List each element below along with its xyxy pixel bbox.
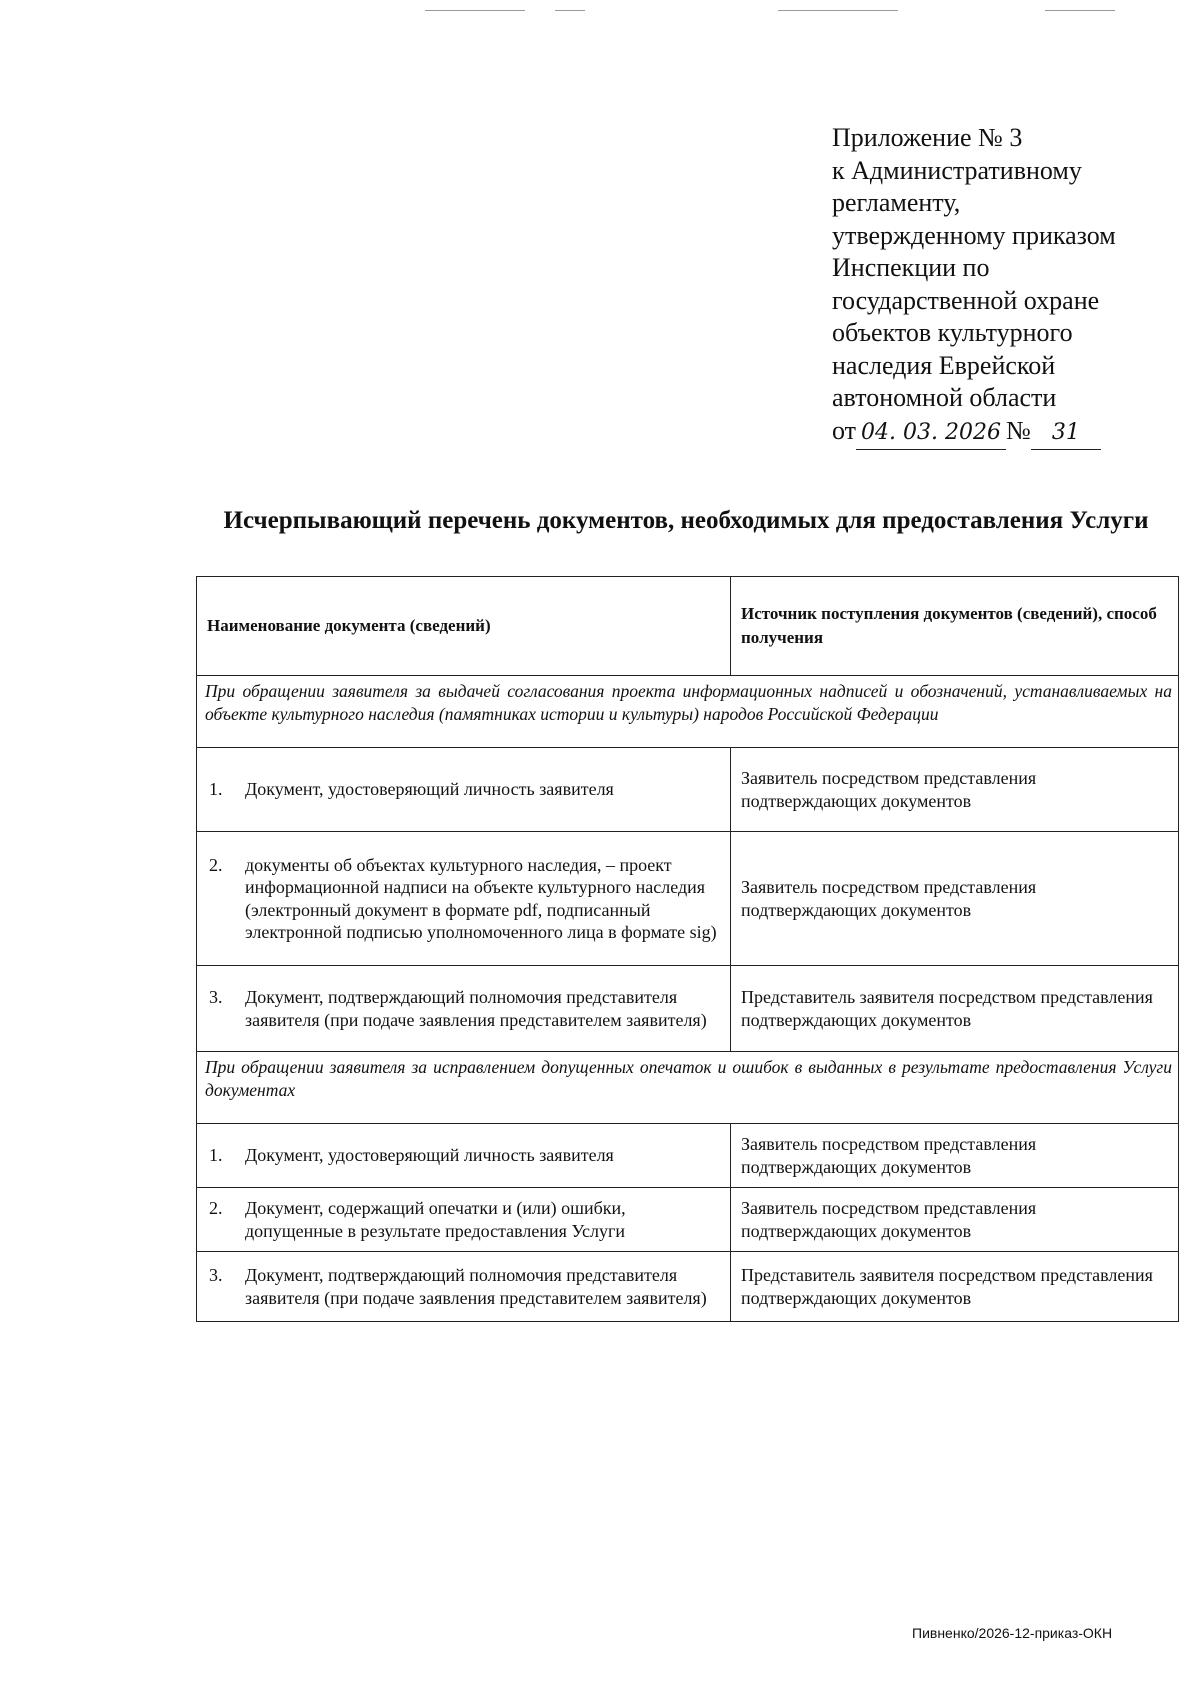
- table-row: [197, 1124, 1179, 1188]
- document-text: Документ, содержащий опечатки и (или) ошибки, допущенные в результате предоставления Услуги: [245, 1198, 626, 1241]
- date-prefix: от: [832, 415, 857, 445]
- appendix-line: Приложение № 3: [832, 123, 1023, 152]
- appendix-line: автономной области: [832, 383, 1057, 412]
- row-number: 1.: [209, 1145, 223, 1166]
- document-text: Документ, подтверждающий полномочия представителя заявителя (при подаче заявления представителем заявителя): [245, 987, 707, 1030]
- row-number: 3.: [209, 1265, 223, 1285]
- source-cell: Заявитель посредством представления подтверждающих документов: [731, 748, 1179, 832]
- document-cell: [197, 1124, 731, 1188]
- documents-table: [196, 576, 1179, 1322]
- document-title: Исчерпывающий перечень документов, необходимых для предоставления Услуги: [223, 507, 1149, 534]
- document-cell: [197, 1188, 731, 1252]
- order-date-line: [832, 415, 1162, 451]
- appendix-line: объектов культурного: [832, 318, 1073, 347]
- source-cell: Заявитель посредством представления подтверждающих документов: [731, 1188, 1179, 1252]
- number-label: №: [1006, 415, 1031, 445]
- table-row: [197, 748, 1179, 832]
- scan-artifact: [1045, 10, 1115, 11]
- row-number: 1.: [209, 779, 223, 800]
- header-document-name: Наименование документа (сведений): [197, 577, 731, 676]
- document-cell: [197, 832, 731, 966]
- table-header-row: [197, 577, 1179, 676]
- appendix-line: утвержденному приказом: [832, 220, 1116, 250]
- scan-artifact: [555, 10, 585, 11]
- appendix-block: [832, 122, 1162, 450]
- table-row: [197, 1252, 1179, 1322]
- scan-artifact: [778, 10, 898, 11]
- document-text: Документ, подтверждающий полномочия представителя заявителя (при подаче заявления представителем заявителя): [245, 1265, 707, 1308]
- document-cell: [197, 1252, 731, 1322]
- source-cell: Заявитель посредством представления подтверждающих документов: [731, 832, 1179, 966]
- source-cell: Заявитель посредством представления подтверждающих документов: [731, 1124, 1179, 1188]
- document-text: Документ, удостоверяющий личность заявителя: [245, 779, 614, 800]
- source-cell: Представитель заявителя посредством представления подтверждающих документов: [731, 1252, 1179, 1322]
- document-cell: [197, 966, 731, 1052]
- row-number: 2.: [209, 1198, 223, 1218]
- section-row: [197, 676, 1179, 748]
- table-row: [197, 966, 1179, 1052]
- document-text: Документ, удостоверяющий личность заявителя: [245, 1145, 614, 1166]
- appendix-line: к Административному: [832, 155, 1082, 185]
- scan-artifact: [425, 10, 525, 11]
- row-number: 2.: [209, 854, 223, 875]
- section-row: [197, 1052, 1179, 1124]
- source-cell: Представитель заявителя посредством представления подтверждающих документов: [731, 966, 1179, 1052]
- document-text: документы об объектах культурного наследия, – проект информационной надписи на объекте культурного наследия (электронный документ в формате pdf, подписанный электронной подписью уполномоченного лица в формате sig): [245, 854, 717, 942]
- section-heading: При обращении заявителя за исправлением допущенных опечаток и ошибок в выданных в результате предоставления Услуги документах: [197, 1052, 1179, 1124]
- appendix-line: регламенту,: [832, 188, 961, 217]
- footer-file-reference: Пивненко/2026-12-приказ-ОКН: [912, 1625, 1113, 1641]
- row-number: 3.: [209, 987, 223, 1007]
- handwritten-number: 31: [1031, 417, 1101, 451]
- section-heading: При обращении заявителя за выдачей согласования проекта информационных надписей и обозначений, устанавливаемых на объекте культурного наследия (памятниках истории и культуры) народов Российской Федерации: [197, 676, 1179, 748]
- document-cell: [197, 748, 731, 832]
- appendix-line: наследия Еврейской: [832, 350, 1056, 380]
- table-row: [197, 832, 1179, 966]
- handwritten-date: 04. 03. 2026: [856, 417, 1006, 451]
- appendix-line: государственной охране: [832, 285, 1100, 315]
- table-row: [197, 1188, 1179, 1252]
- header-source: Источник поступления документов (сведений), способ получения: [731, 577, 1179, 676]
- appendix-line: Инспекции по: [832, 253, 990, 282]
